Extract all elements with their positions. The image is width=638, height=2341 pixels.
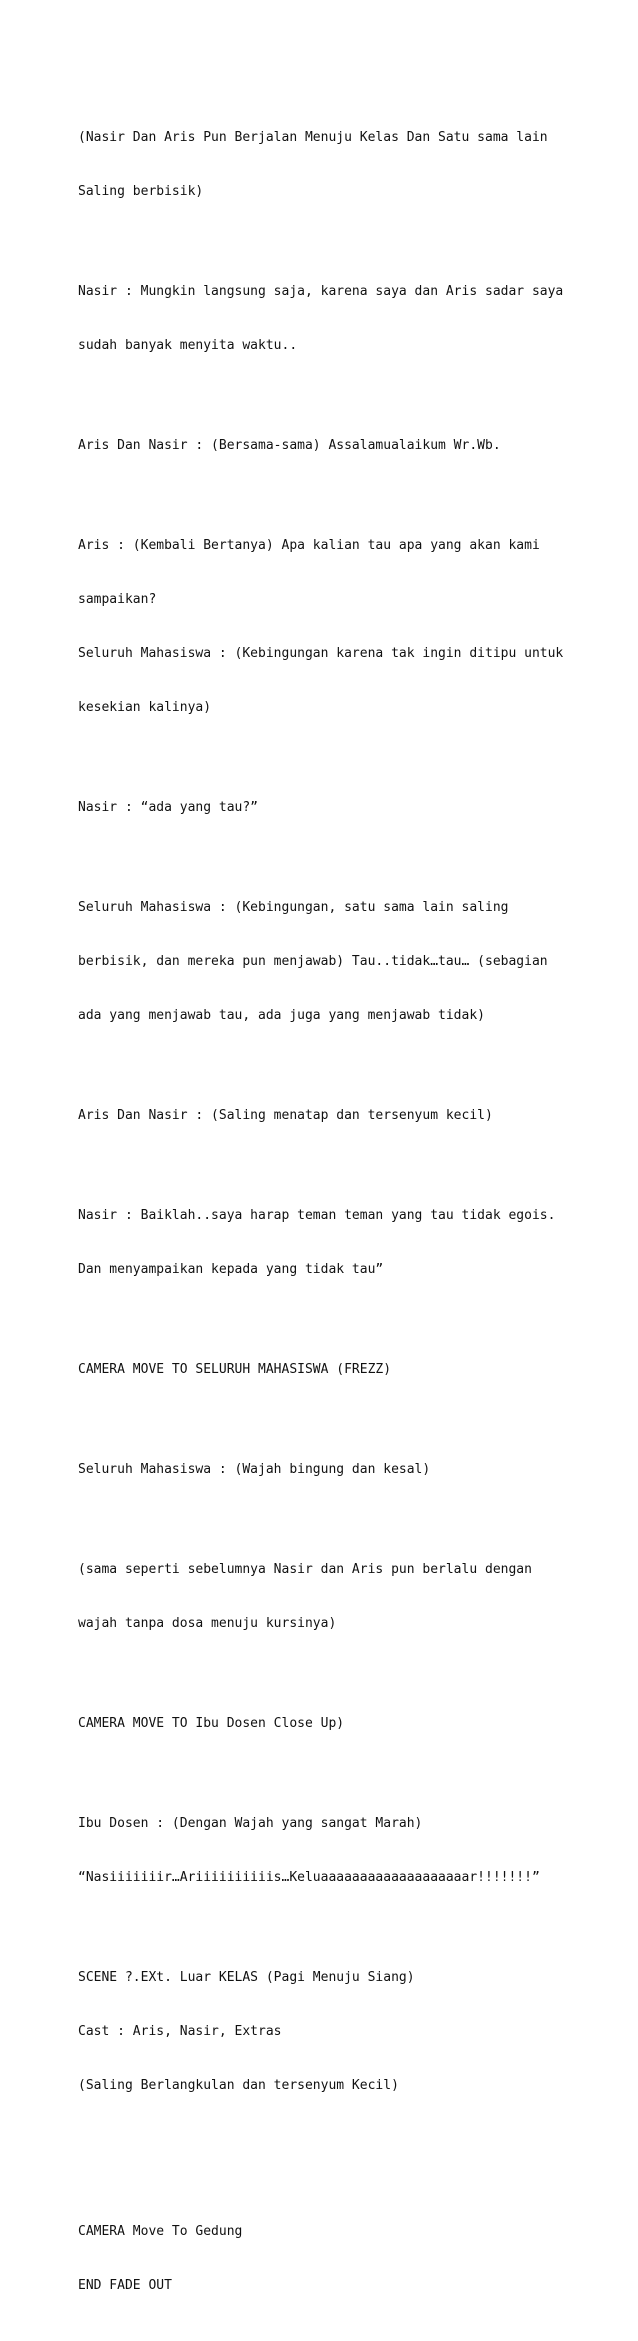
text-line: Ibu Dosen : (Dengan Wajah yang sangat Marah) xyxy=(78,1816,423,1831)
paragraph-smile xyxy=(78,1071,618,1161)
paragraph-lecturer-dialogue xyxy=(78,1779,618,1923)
text-line: Seluruh Mahasiswa : (Wajah bingung dan kesal) xyxy=(78,1462,431,1477)
text-line: ada yang menjawab tau, ada juga yang menjawab tidak) xyxy=(78,1008,485,1023)
paragraph-aris-question xyxy=(78,501,618,753)
text-line: Seluruh Mahasiswa : (Kebingungan, satu sama lain saling xyxy=(78,900,509,915)
text-line: Aris : (Kembali Bertanya) Apa kalian tau apa yang akan kami xyxy=(78,538,540,553)
text-line: END FADE OUT xyxy=(78,2278,172,2293)
paragraph-camera-2 xyxy=(78,1679,618,1769)
text-line: (Nasir Dan Aris Pun Berjalan Menuju Kelas Dan Satu sama lain xyxy=(78,130,548,145)
text-line: Saling berbisik) xyxy=(78,184,204,199)
paragraph-nasir-dialogue-2 xyxy=(78,763,618,853)
text-line: Seluruh Mahasiswa : (Kebingungan karena tak ingin ditipu untuk xyxy=(78,646,564,661)
paragraph-camera-1 xyxy=(78,1325,618,1415)
text-line: (sama seperti sebelumnya Nasir dan Aris pun berlalu dengan xyxy=(78,1562,532,1577)
text-line: Dan menyampaikan kepada yang tidak tau” xyxy=(78,1262,384,1277)
paragraph-students-answer xyxy=(78,863,618,1061)
text-line: Nasir : “ada yang tau?” xyxy=(78,800,259,815)
paragraph-nasir-dialogue-3 xyxy=(78,1171,618,1315)
paragraph-scene-heading xyxy=(78,1933,618,2131)
text-line: Nasir : Baiklah..saya harap teman teman yang tau tidak egois. xyxy=(78,1208,556,1223)
script-text xyxy=(78,93,618,2341)
text-line: (Saling Berlangkulan dan tersenyum Kecil) xyxy=(78,2078,399,2093)
paragraph-students-reaction xyxy=(78,1425,618,1515)
text-line: berbisik, dan mereka pun menjawab) Tau..tidak…tau… (sebagian xyxy=(78,954,548,969)
text-line: kesekian kalinya) xyxy=(78,700,212,715)
paragraph-stage-direction-1 xyxy=(78,93,618,237)
text-line: sampaikan? xyxy=(78,592,157,607)
text-line: CAMERA MOVE TO Ibu Dosen Close Up) xyxy=(78,1716,345,1731)
paragraph-stage-direction-2 xyxy=(78,1525,618,1669)
text-line: Aris Dan Nasir : (Bersama-sama) Assalamualaikum Wr.Wb. xyxy=(78,438,501,453)
blank-space xyxy=(78,2141,618,2187)
text-line: SCENE ?.EXt. Luar KELAS (Pagi Menuju Siang) xyxy=(78,1970,415,1985)
paragraph-ending xyxy=(78,2187,618,2331)
text-line: “Nasiiiiiiir…Ariiiiiiiiiis…Keluaaaaaaaaaaaaaaaaaaar!!!!!!!” xyxy=(78,1870,540,1885)
text-line: CAMERA MOVE TO SELURUH MAHASISWA (FREZZ) xyxy=(78,1362,392,1377)
text-line: sudah banyak menyita waktu.. xyxy=(78,338,298,353)
text-line: CAMERA Move To Gedung xyxy=(78,2224,243,2239)
paragraph-greeting xyxy=(78,401,618,491)
paragraph-nasir-dialogue-1 xyxy=(78,247,618,391)
text-line: Nasir : Mungkin langsung saja, karena saya dan Aris sadar saya xyxy=(78,284,564,299)
text-line: Cast : Aris, Nasir, Extras xyxy=(78,2024,282,2039)
text-line: Aris Dan Nasir : (Saling menatap dan tersenyum kecil) xyxy=(78,1108,493,1123)
text-line: wajah tanpa dosa menuju kursinya) xyxy=(78,1616,337,1631)
